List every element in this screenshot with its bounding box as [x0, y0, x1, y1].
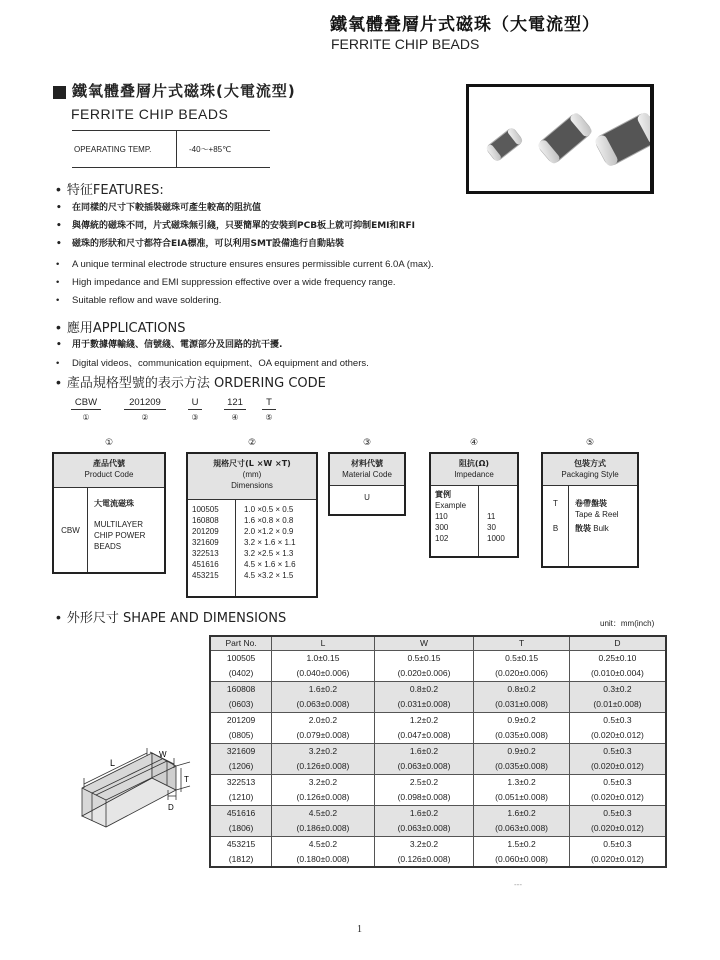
product-code-box: [52, 452, 166, 574]
applications-heading-text: 應用APPLICATIONS: [66, 321, 186, 336]
table-cell: 1.2±0.2: [374, 712, 474, 728]
product-code-value: CBW: [54, 488, 88, 572]
table-cell: 0.25±0.10: [569, 650, 666, 666]
feature-item: • 磁珠的形狀和尺寸都符合EIA標准，可以利用SMT設備進行自動貼裝: [56, 239, 345, 249]
application-item: • 用于數據傳輸綫、信號綫、電源部分及回路的抗干擾.: [56, 340, 283, 350]
table-cell: (0.186±0.008): [272, 821, 375, 837]
table-cell: (0.010±0.004): [569, 666, 666, 682]
table-cell: (0.031±0.008): [474, 697, 570, 713]
table-cell: (0.079±0.008): [272, 728, 375, 744]
table-cell: 3.2±0.2: [374, 836, 474, 852]
product-code-description: 大電流磁珠 MULTILAYER CHIP POWER BEADS: [94, 499, 146, 551]
temperature-value: -40～+85℃: [189, 144, 232, 154]
footer-mark: ---: [514, 880, 522, 889]
page-title-en: FERRITE CHIP BEADS: [331, 36, 480, 52]
box-header: 產品代號 Product Code: [54, 454, 164, 488]
table-row: [210, 759, 666, 775]
application-item: • Digital videos、communication equipment、OA equipment and others.: [56, 358, 369, 369]
table-cell: (0.020±0.012): [569, 790, 666, 806]
box-header: 規格尺寸(L ×W ×T) (mm) Dimensions: [188, 454, 316, 500]
table-row: [210, 852, 666, 868]
impedance-box: [429, 452, 519, 558]
table-cell: (0.020±0.012): [569, 821, 666, 837]
table-cell: 4.5±0.2: [272, 836, 375, 852]
table-cell: 201209: [210, 712, 272, 728]
table-cell: 451616: [210, 805, 272, 821]
impedance-values: 11 30 1000: [487, 512, 505, 543]
table-cell: (0.051±0.008): [474, 790, 570, 806]
table-cell: 0.9±0.2: [474, 743, 570, 759]
table-cell: (0.098±0.008): [374, 790, 474, 806]
material-code-box: [328, 452, 406, 516]
features-heading: [56, 181, 164, 199]
chip-small-icon: [485, 127, 523, 162]
table-cell: 1.3±0.2: [474, 774, 570, 790]
bullet-icon: •: [56, 374, 61, 390]
box-number: ③: [362, 437, 372, 447]
feature-item: • 在同樣的尺寸下較插裝磁珠可產生較高的阻抗值: [56, 203, 262, 213]
table-cell: 0.5±0.3: [569, 712, 666, 728]
table-row: [210, 821, 666, 837]
table-row: [210, 650, 666, 666]
applications-heading: [56, 319, 186, 337]
table-cell: (0.020±0.012): [569, 852, 666, 868]
packaging-descriptions: 卷帶盤裝 Tape & Reel 散裝 Bulk: [575, 499, 619, 533]
table-cell: 0.8±0.2: [474, 681, 570, 697]
table-cell: (0.126±0.008): [272, 759, 375, 775]
table-cell: (0603): [210, 697, 272, 713]
ordering-segment: 121 ④: [224, 397, 246, 423]
feature-item: • Suitable reflow and wave soldering.: [56, 295, 222, 306]
table-cell: (0.040±0.006): [272, 666, 375, 682]
feature-item: • High impedance and EMI suppression effective over a wide frequency range.: [56, 277, 396, 288]
table-cell: 2.0±0.2: [272, 712, 375, 728]
table-cell: 1.6±0.2: [374, 805, 474, 821]
material-code-value: U: [364, 493, 370, 502]
box-header: 阻抗(Ω) Impedance: [431, 454, 517, 486]
diagram-label-d: D: [168, 803, 174, 812]
table-row: [210, 666, 666, 682]
table-cell: 1.0±0.15: [272, 650, 375, 666]
ordering-segment: CBW ①: [71, 397, 101, 423]
column-header: Part No.: [210, 636, 272, 650]
table-cell: (0.126±0.008): [374, 852, 474, 868]
box-header: 包裝方式 Packaging Style: [543, 454, 637, 486]
box-number: ⑤: [585, 437, 595, 447]
diagram-label-t: T: [184, 775, 189, 784]
table-cell: (0.020±0.012): [569, 759, 666, 775]
table-cell: (0.047±0.008): [374, 728, 474, 744]
table-cell: 0.5±0.3: [569, 805, 666, 821]
table-cell: (1206): [210, 759, 272, 775]
bullet-icon: •: [56, 609, 61, 625]
product-photo: [466, 84, 654, 194]
diagram-label-w: W: [159, 750, 167, 759]
dimensions-table: [209, 635, 667, 868]
packaging-box: [541, 452, 639, 568]
impedance-codes: 實例 Example 110 300 102: [431, 486, 479, 556]
box-number: ①: [104, 437, 114, 447]
table-row: [210, 728, 666, 744]
table-cell: (0.020±0.012): [569, 728, 666, 744]
temperature-table: [72, 130, 270, 168]
shape-heading-text: 外形尺寸 SHAPE AND DIMENSIONS: [66, 611, 287, 626]
page-title-zh: 鐵氧體叠層片式磁珠（大電流型）: [330, 15, 600, 35]
table-cell: 0.5±0.3: [569, 743, 666, 759]
ordering-segment: 201209 ②: [124, 397, 166, 423]
box-number: ④: [469, 437, 479, 447]
table-cell: (0.01±0.008): [569, 697, 666, 713]
feature-item: • 與傳統的磁珠不同，片式磁珠無引綫，只要簡單的安裝到PCB板上就可抑制EMI和RFI: [56, 221, 415, 231]
column-header: W: [374, 636, 474, 650]
table-cell: 3.2±0.2: [272, 743, 375, 759]
ordering-heading: [56, 374, 326, 392]
table-row: [210, 774, 666, 790]
table-cell: 1.6±0.2: [272, 681, 375, 697]
table-row: [210, 805, 666, 821]
table-cell: (0805): [210, 728, 272, 744]
shape-heading: [56, 609, 286, 627]
table-cell: (0.063±0.008): [374, 821, 474, 837]
table-cell: (0.063±0.008): [272, 697, 375, 713]
table-row: [210, 681, 666, 697]
table-row: [210, 743, 666, 759]
dimension-codes: 100505 160808 201209 321609 322513 451616 453215: [188, 500, 236, 596]
table-cell: (0.020±0.006): [474, 666, 570, 682]
table-cell: (1806): [210, 821, 272, 837]
dimension-sizes: 1.0 ×0.5 × 0.5 1.6 ×0.8 × 0.8 2.0 ×1.2 × 0.9 3.2 × 1.6 × 1.1 3.2 ×2.5 × 1.3 4.5 × 1.6 × 1.6 4.5 ×3.2 × 1.5: [244, 505, 296, 580]
table-row: [210, 790, 666, 806]
table-cell: 100505: [210, 650, 272, 666]
column-header: L: [272, 636, 375, 650]
table-cell: 0.5±0.3: [569, 836, 666, 852]
table-cell: (0402): [210, 666, 272, 682]
page-number: 1: [357, 924, 362, 935]
section-title-zh: 鐵氧體叠層片式磁珠(大電流型): [72, 82, 296, 100]
chip-medium-icon: [537, 112, 594, 165]
table-cell: (0.035±0.008): [474, 728, 570, 744]
packaging-codes: T B: [543, 486, 569, 566]
table-cell: 0.8±0.2: [374, 681, 474, 697]
bullet-icon: •: [56, 319, 61, 335]
table-cell: (1210): [210, 790, 272, 806]
dimensions-box: [186, 452, 318, 598]
table-cell: 2.5±0.2: [374, 774, 474, 790]
table-cell: 453215: [210, 836, 272, 852]
bullet-icon: •: [56, 181, 61, 197]
table-header-row: [210, 636, 666, 650]
table-cell: 0.5±0.3: [569, 774, 666, 790]
table-cell: (0.063±0.008): [474, 821, 570, 837]
table-row: [210, 836, 666, 852]
table-cell: 1.6±0.2: [374, 743, 474, 759]
table-cell: (0.060±0.008): [474, 852, 570, 868]
temperature-label: OPEARATING TEMP.: [72, 131, 177, 167]
chip-large-icon: [594, 111, 650, 167]
table-cell: (0.035±0.008): [474, 759, 570, 775]
table-cell: (1812): [210, 852, 272, 868]
section-square-icon: [53, 86, 66, 99]
column-header: T: [474, 636, 570, 650]
table-row: [210, 712, 666, 728]
table-cell: 160808: [210, 681, 272, 697]
table-cell: (0.063±0.008): [374, 759, 474, 775]
features-heading-text: 特征FEATURES:: [66, 183, 164, 198]
table-cell: 321609: [210, 743, 272, 759]
column-header: D: [569, 636, 666, 650]
table-cell: (0.031±0.008): [374, 697, 474, 713]
table-cell: 1.6±0.2: [474, 805, 570, 821]
table-cell: (0.020±0.006): [374, 666, 474, 682]
box-header: 材料代號 Material Code: [330, 454, 404, 486]
chip-beads-image: [469, 87, 650, 191]
table-cell: 1.5±0.2: [474, 836, 570, 852]
table-cell: 0.9±0.2: [474, 712, 570, 728]
ordering-segment: T ⑤: [262, 397, 276, 423]
feature-item: • A unique terminal electrode structure ensures ensures permissible current 6.0A (max).: [56, 259, 434, 270]
table-cell: 322513: [210, 774, 272, 790]
ordering-segment: U ③: [188, 397, 202, 423]
table-cell: 0.5±0.15: [474, 650, 570, 666]
table-cell: 0.3±0.2: [569, 681, 666, 697]
table-cell: (0.126±0.008): [272, 790, 375, 806]
chip-dimension-diagram: [68, 748, 198, 848]
unit-label: unit：mm(inch): [600, 619, 655, 628]
table-cell: 4.5±0.2: [272, 805, 375, 821]
table-cell: 3.2±0.2: [272, 774, 375, 790]
diagram-label-l: L: [110, 758, 116, 768]
section-title-en: FERRITE CHIP BEADS: [71, 106, 229, 122]
table-cell: 0.5±0.15: [374, 650, 474, 666]
box-number: ②: [247, 437, 257, 447]
table-cell: (0.180±0.008): [272, 852, 375, 868]
table-row: [210, 697, 666, 713]
ordering-heading-text: 產品規格型號的表示方法 ORDERING CODE: [66, 376, 326, 391]
